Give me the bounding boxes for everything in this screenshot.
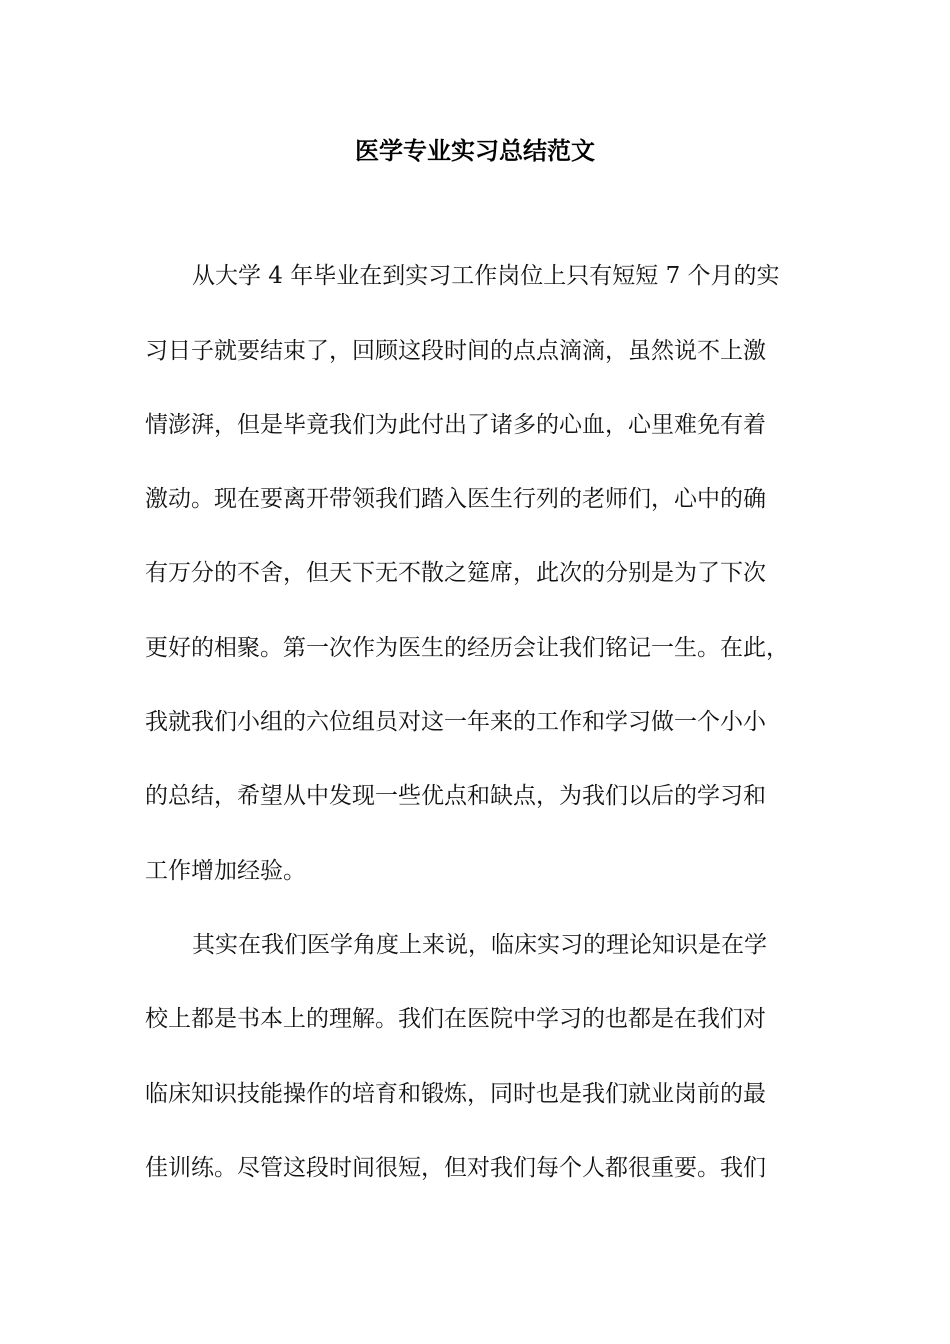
paragraph-2-line-4: 佳训练。尽管这段时间很短，但对我们每个人都很重要。我们 <box>145 1155 766 1181</box>
document-title: 医学专业实习总结范文 <box>355 136 595 165</box>
paragraph-1-line-2: 习日子就要结束了，回顾这段时间的点点滴滴，虽然说不上激 <box>145 338 766 364</box>
paragraph-1-line-5: 有万分的不舍，但天下无不散之筵席，此次的分别是为了下次 <box>145 560 766 586</box>
paragraph-2-line-3: 临床知识技能操作的培育和锻炼，同时也是我们就业岗前的最 <box>145 1081 766 1107</box>
paragraph-1-line-7: 我就我们小组的六位组员对这一年来的工作和学习做一个小小 <box>145 709 766 735</box>
paragraph-1-line-4: 激动。现在要离开带领我们踏入医生行列的老师们，心中的确 <box>145 486 766 512</box>
paragraph-1-line-9: 工作增加经验。 <box>145 858 306 884</box>
paragraph-1-line-8: 的总结，希望从中发现一些优点和缺点，为我们以后的学习和 <box>145 783 766 809</box>
paragraph-1-line-1: 从大学 4 年毕业在到实习工作岗位上只有短短 7 个月的实 <box>192 263 780 289</box>
paragraph-2-line-2: 校上都是书本上的理解。我们在医院中学习的也都是在我们对 <box>145 1006 766 1032</box>
paragraph-1-line-3: 情澎湃，但是毕竟我们为此付出了诸多的心血，心里难免有着 <box>145 412 766 438</box>
paragraph-1-line-6: 更好的相聚。第一次作为医生的经历会让我们铭记一生。在此， <box>145 635 789 661</box>
paragraph-2-line-1: 其实在我们医学角度上来说，临床实习的理论知识是在学 <box>192 932 767 958</box>
